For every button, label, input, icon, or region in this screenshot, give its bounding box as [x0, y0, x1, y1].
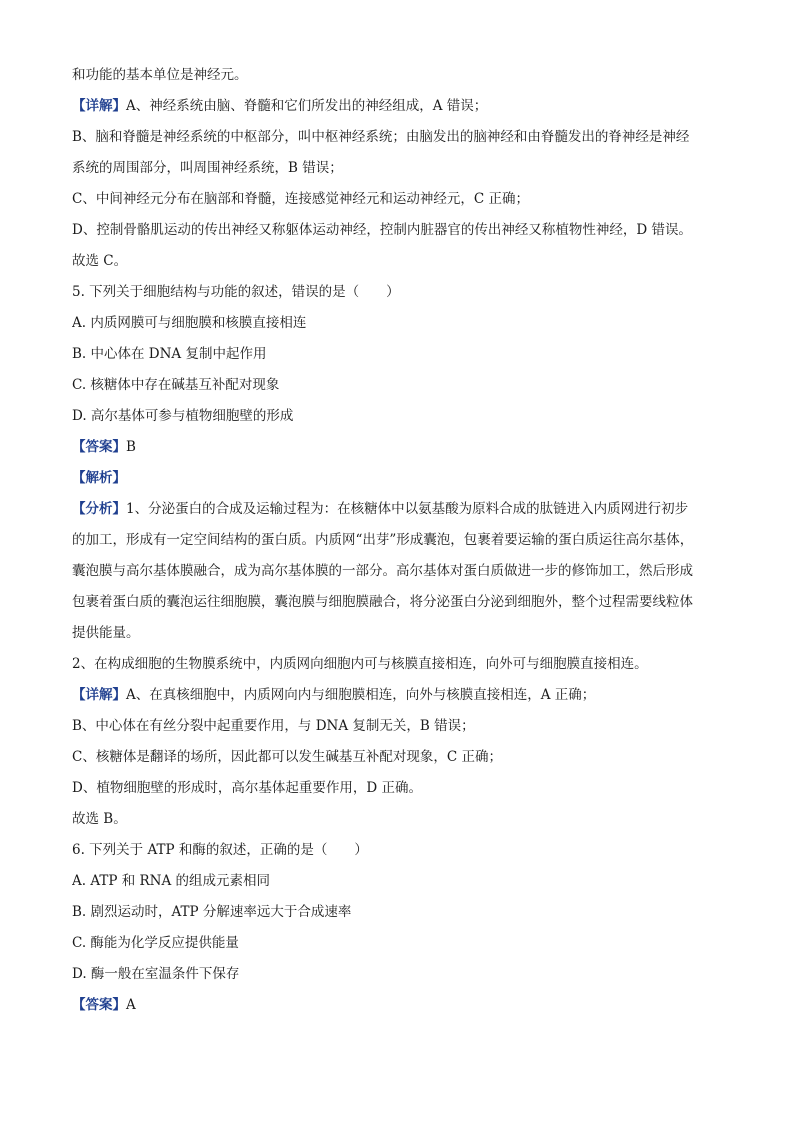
detail-line: [72, 91, 732, 122]
text-line: [72, 122, 732, 153]
option-c: [72, 370, 732, 401]
option-c: [72, 928, 732, 959]
text-line: [72, 773, 732, 804]
text-line: [72, 184, 732, 215]
line-text: 的加工，形成有一定空间结构的蛋白质。内质网“出芽”形成囊泡，包裹着要运输的蛋白质运往高尔基体，: [72, 532, 694, 548]
line-text: 包裹着蛋白质的囊泡运往细胞膜，囊泡膜与细胞膜融合，将分泌蛋白分泌到细胞外，整个过程需要线粒体: [72, 594, 693, 610]
option-d: [72, 401, 732, 432]
conclusion-line: [72, 804, 732, 835]
text-line: [72, 60, 732, 91]
line-text: D、植物细胞壁的形成时，高尔基体起重要作用，D 正确。: [72, 780, 422, 796]
answer-tag: 【答案】: [72, 439, 126, 455]
line-text: 故选 C。: [72, 253, 128, 269]
answer-value: A: [126, 997, 136, 1013]
option-a: [72, 308, 732, 339]
analysis-heading: [72, 463, 732, 494]
option-b: [72, 339, 732, 370]
answer-value: B: [126, 439, 136, 455]
option-a: [72, 866, 732, 897]
line-text: C、中间神经元分布在脑部和脊髓，连接感觉神经元和运动神经元，C 正确；: [72, 191, 529, 207]
line-text: D. 高尔基体可参与植物细胞壁的形成: [72, 408, 294, 424]
answer-tag: 【答案】: [72, 997, 126, 1013]
question-stem: [72, 835, 732, 866]
detail-tag: 【详解】: [72, 98, 126, 114]
line-text: C、核糖体是翻译的场所，因此都可以发生碱基互补配对现象，C 正确；: [72, 749, 502, 765]
line-text: 系统的周围部分，叫周围神经系统，B 错误；: [72, 160, 343, 176]
conclusion-line: [72, 246, 732, 277]
line-text: 2、在构成细胞的生物膜系统中，内质网向细胞内可与核膜直接相连，向外可与细胞膜直接相连。: [72, 656, 648, 672]
text-line: [72, 556, 732, 587]
line-text: 囊泡膜与高尔基体膜融合，成为高尔基体膜的一部分。高尔基体对蛋白质做进一步的修饰加工，然后形成: [72, 563, 693, 579]
line-text: A、神经系统由脑、脊髓和它们所发出的神经组成，A 错误；: [126, 98, 488, 114]
line-text: C. 核糖体中存在碱基互补配对现象: [72, 377, 280, 393]
line-text: B. 剧烈运动时，ATP 分解速率远大于合成速率: [72, 904, 352, 920]
text-line: [72, 153, 732, 184]
line-text: C. 酶能为化学反应提供能量: [72, 935, 239, 951]
option-b: [72, 897, 732, 928]
analysis-line: [72, 494, 732, 525]
text-line: [72, 649, 732, 680]
text-line: [72, 587, 732, 618]
question-stem: [72, 277, 732, 308]
line-text: B、脑和脊髓是神经系统的中枢部分，叫中枢神经系统；由脑发出的脑神经和由脊髓发出的脊神经是神经: [72, 129, 690, 145]
text-line: [72, 618, 732, 649]
answer-line: [72, 432, 732, 463]
analysis-sub-tag: 【分析】: [72, 501, 126, 517]
text-line: [72, 525, 732, 556]
analysis-tag: 【解析】: [72, 470, 126, 486]
line-text: 和功能的基本单位是神经元。: [72, 67, 248, 83]
line-text: A、在真核细胞中，内质网向内与细胞膜相连，向外与核膜直接相连，A 正确；: [126, 687, 596, 703]
line-text: A. 内质网膜可与细胞膜和核膜直接相连: [72, 315, 307, 331]
document-page: [72, 60, 732, 1021]
line-text: B. 中心体在 DNA 复制中起作用: [72, 346, 267, 362]
line-text: 5. 下列关于细胞结构与功能的叙述，错误的是（ ）: [72, 284, 400, 300]
option-d: [72, 959, 732, 990]
line-text: D. 酶一般在室温条件下保存: [72, 966, 240, 982]
detail-line: [72, 680, 732, 711]
text-line: [72, 711, 732, 742]
text-line: [72, 742, 732, 773]
text-line: [72, 215, 732, 246]
line-text: D、控制骨骼肌运动的传出神经又称躯体运动神经，控制内脏器官的传出神经又称植物性神经，D 错误。: [72, 222, 692, 238]
line-text: 提供能量。: [72, 625, 140, 641]
line-text: A. ATP 和 RNA 的组成元素相同: [72, 873, 271, 889]
line-text: B、中心体在有丝分裂中起重要作用，与 DNA 复制无关，B 错误；: [72, 718, 475, 734]
line-text: 1、分泌蛋白的合成及运输过程为：在核糖体中以氨基酸为原料合成的肽链进入内质网进行初步: [126, 501, 689, 517]
detail-tag: 【详解】: [72, 687, 126, 703]
answer-line: [72, 990, 732, 1021]
line-text: 故选 B。: [72, 811, 127, 827]
line-text: 6. 下列关于 ATP 和酶的叙述，正确的是（ ）: [72, 842, 368, 858]
